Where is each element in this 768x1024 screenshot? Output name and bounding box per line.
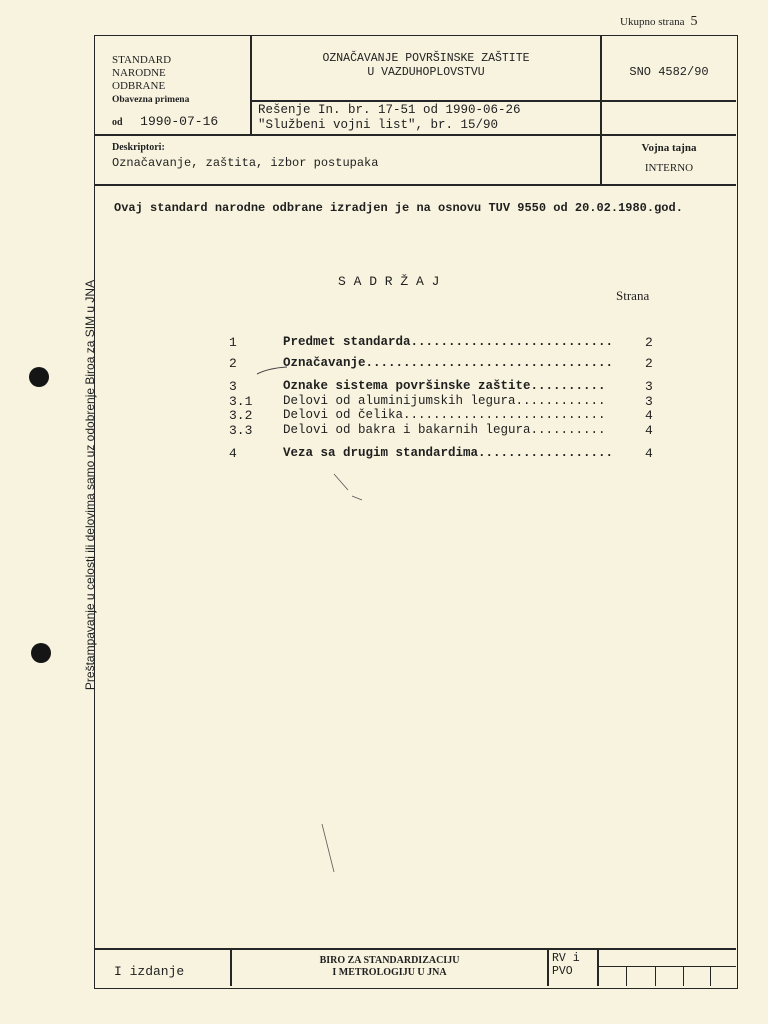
header-divider-1 [250, 36, 252, 135]
page-counter [620, 14, 697, 30]
header-bottom-line [95, 134, 736, 136]
document-frame [94, 35, 738, 989]
descriptors-label: Deskriptori: [112, 142, 165, 153]
footer-divider-2 [547, 948, 549, 986]
footer-grid-col [683, 966, 684, 986]
mandatory-date [112, 112, 218, 130]
footer-top-line [95, 948, 736, 950]
decision-reference: Rešenje In. br. 17-51 od 1990-06-26 "Službeni vojni list", br. 15/90 [258, 103, 521, 132]
header-row-line [250, 100, 736, 102]
footer-grid-col [655, 966, 656, 986]
from-label: od [112, 117, 123, 128]
basis-statement: Ovaj standard narodne odbrane izradjen je na osnovu TUV 9550 od 20.02.1980.god. [114, 201, 683, 215]
secrecy-value: INTERNO [644, 162, 694, 174]
punch-hole-top [29, 367, 49, 387]
bureau-name: BIRO ZA STANDARDIZACIJU I METROLOGIJU U JNA [319, 955, 460, 978]
from-date: 1990-07-16 [140, 114, 219, 129]
toc-page-header: Strana [616, 288, 650, 303]
mandatory-label: Obavezna primena [112, 95, 190, 105]
pen-mark [255, 360, 295, 380]
descriptor-bottom-line [95, 184, 736, 186]
standard-title: OZNAČAVANJE POVRŠINSKE ZAŠTITE U VAZDUHOPLOVSTVU [322, 52, 530, 79]
toc-title: S A D R Ž A J [338, 274, 440, 289]
footer-divider-3 [597, 948, 599, 986]
footer-grid-col [626, 966, 627, 986]
footer-grid-col [710, 966, 711, 986]
footer-grid-row [598, 966, 736, 967]
descriptors-value: Označavanje, zaštita, izbor postupaka [112, 156, 379, 170]
standard-code: SNO 4582/90 [629, 65, 709, 79]
page-counter-number: 5 [690, 14, 698, 29]
page-counter-label: Ukupno strana [620, 16, 685, 28]
reprint-notice: Preštampavanje u celosti ili delovima samo uz odobrenje Biroa za SIM u JNA [83, 279, 97, 691]
pen-mark [318, 820, 348, 880]
edition-label: I izdanje [114, 964, 185, 979]
branch-code: RV i PVO [552, 952, 580, 978]
punch-hole-bottom [31, 643, 51, 663]
secrecy-label: Vojna tajna [641, 142, 697, 154]
pen-mark [330, 470, 370, 510]
standard-type: STANDARD NARODNE ODBRANE [112, 54, 172, 92]
